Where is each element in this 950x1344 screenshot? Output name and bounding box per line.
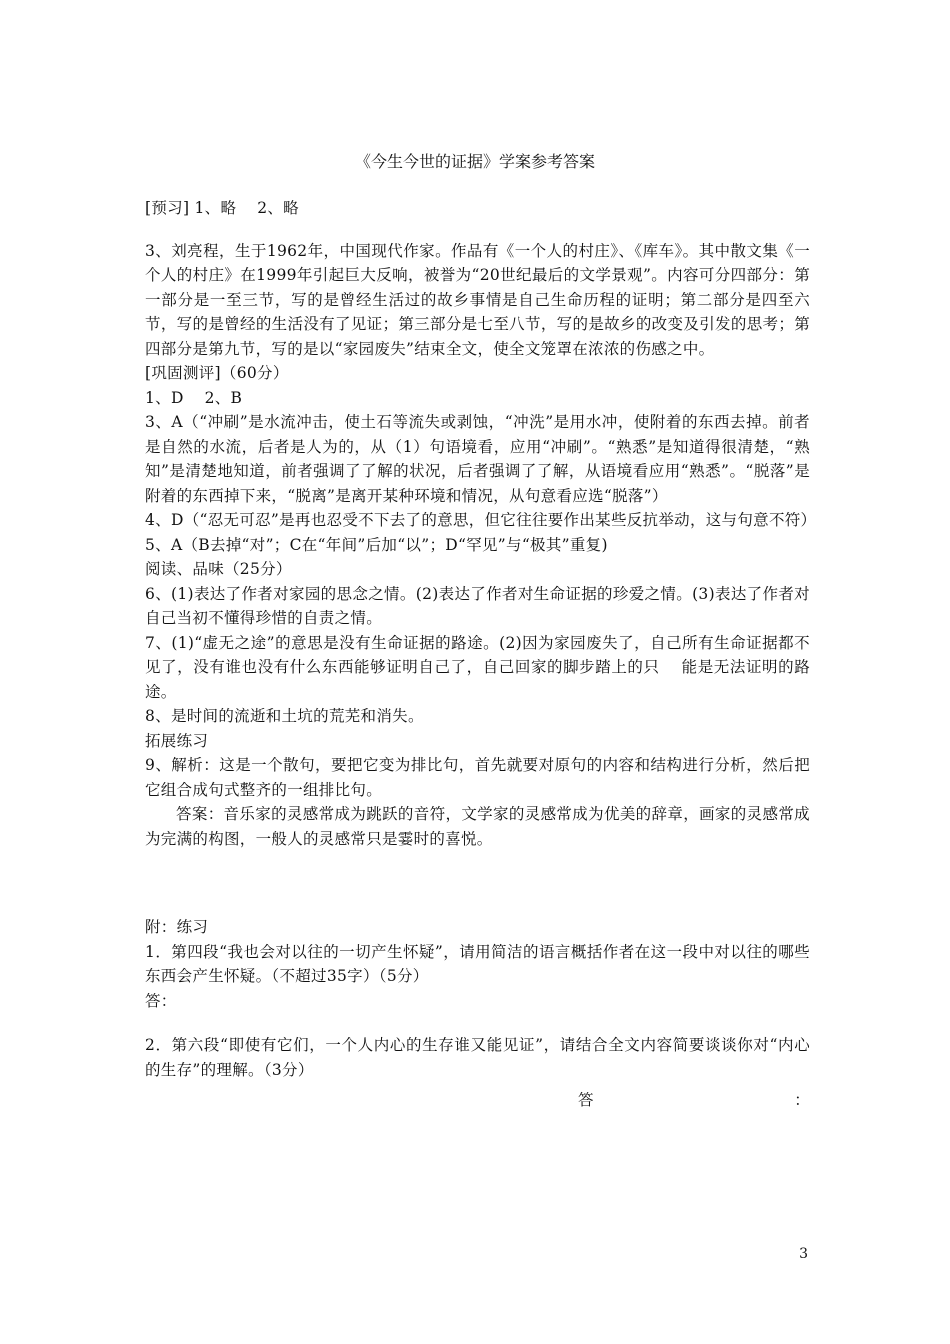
appendix-header: 附：练习: [145, 918, 209, 936]
page-number: 3: [799, 1246, 808, 1262]
consolidate-answers-1-2: 1、D 2、B: [145, 388, 243, 407]
extend-header: 拓展练习: [145, 731, 209, 750]
preview-question-3: 3、刘亮程，生于1962年，中国现代作家。作品有《一个人的村庄》、《库车》。其中散文集《一个人的村庄》在1999年引起巨大反响，被誉为“20世纪最后的文学景观”。内容可分四部分：第一部分是一至三节，写的是曾经生活过的故乡事情是自己生命历程的证明；第二部分是四至六节，写的是曾经的生活没有了见证；第三部分是七至八节，写的是故乡的改变及引发的思考；第四部分是第九节，写的是以“家园废失”结束全文，使全文笼罩在浓浓的伤感之中。: [145, 241, 810, 358]
reading-header: 阅读、品味（25分）: [145, 560, 292, 578]
appendix-answer-2-line: [145, 1088, 810, 1113]
reading-answer-6: 6、(1)表达了作者对家园的思念之情。(2)表达了作者对生命证据的珍爱之情。(3)表达了作者对自己当初不懂得珍惜的自责之情。: [145, 584, 810, 627]
appendix-answer-2-colon: ：: [794, 1091, 810, 1109]
extend-answer-9-answer: 答案：音乐家的灵感常成为跳跃的音符，文学家的灵感常成为优美的辞章，画家的灵感常成为完满的构图，一般人的灵感常只是霎时的喜悦。: [145, 805, 810, 848]
appendix-answer-1-label: 答：: [145, 991, 177, 1010]
appendix-answer-2-label: 答: [578, 1091, 594, 1109]
document-body: [145, 196, 817, 1113]
reading-answer-7: 7、(1)“虚无之途”的意思是没有生命证据的路途。(2)因为家园废失了，自己所有生命证据都不见了，没有谁也没有什么东西能够证明自己了，自己回家的脚步踏上的只 能是无法证明的路途。: [145, 633, 810, 701]
appendix-question-2: 2．第六段“即使有它们，一个人内心的生存谁又能见证”，请结合全文内容简要谈谈你对“内心的生存”的理解。（3分）: [145, 1036, 810, 1079]
extend-answer-9: 9、解析：这是一个散句，要把它变为排比句，首先就要对原句的内容和结构进行分析，然后把它组合成句式整齐的一组排比句。: [145, 756, 810, 799]
appendix-question-1: 1．第四段“我也会对以往的一切产生怀疑”，请用简洁的语言概括作者在这一段中对以往的哪些东西会产生怀疑。（不超过35字）（5分）: [145, 942, 810, 985]
consolidate-answer-5: 5、A（B去掉“对”；C在“年间”后加“以”；D“罕见”与“极其”重复): [145, 535, 608, 554]
consolidate-answer-3: 3、A（“冲刷”是水流冲击，使土石等流失或剥蚀，“冲洗”是用水冲，使附着的东西去掉。前者是自然的水流，后者是人为的，从（1）句语境看，应用“冲刷”。“熟悉”是知道得很清楚，“熟知”是清楚地知道，前者强调了了解的状况，后者强调了了解，从语境看应用“熟悉”。“脱落”是附着的东西掉下来，“脱离”是离开某种环境和情况，从句意看应选“脱落”）: [145, 413, 810, 505]
document-title: 《今生今世的证据》学案参考答案: [354, 152, 595, 171]
consolidate-header: [巩固测评]（60分）: [145, 364, 289, 382]
consolidate-answer-4: 4、D（“忍无可忍”是再也忍受不下去了的意思，但它往往要作出某些反抗举动，这与句意不符）: [145, 511, 817, 529]
preview-answers: [预习] 1、略 2、略: [145, 199, 299, 217]
reading-answer-8: 8、是时间的流逝和土坑的荒芜和消失。: [145, 707, 424, 725]
